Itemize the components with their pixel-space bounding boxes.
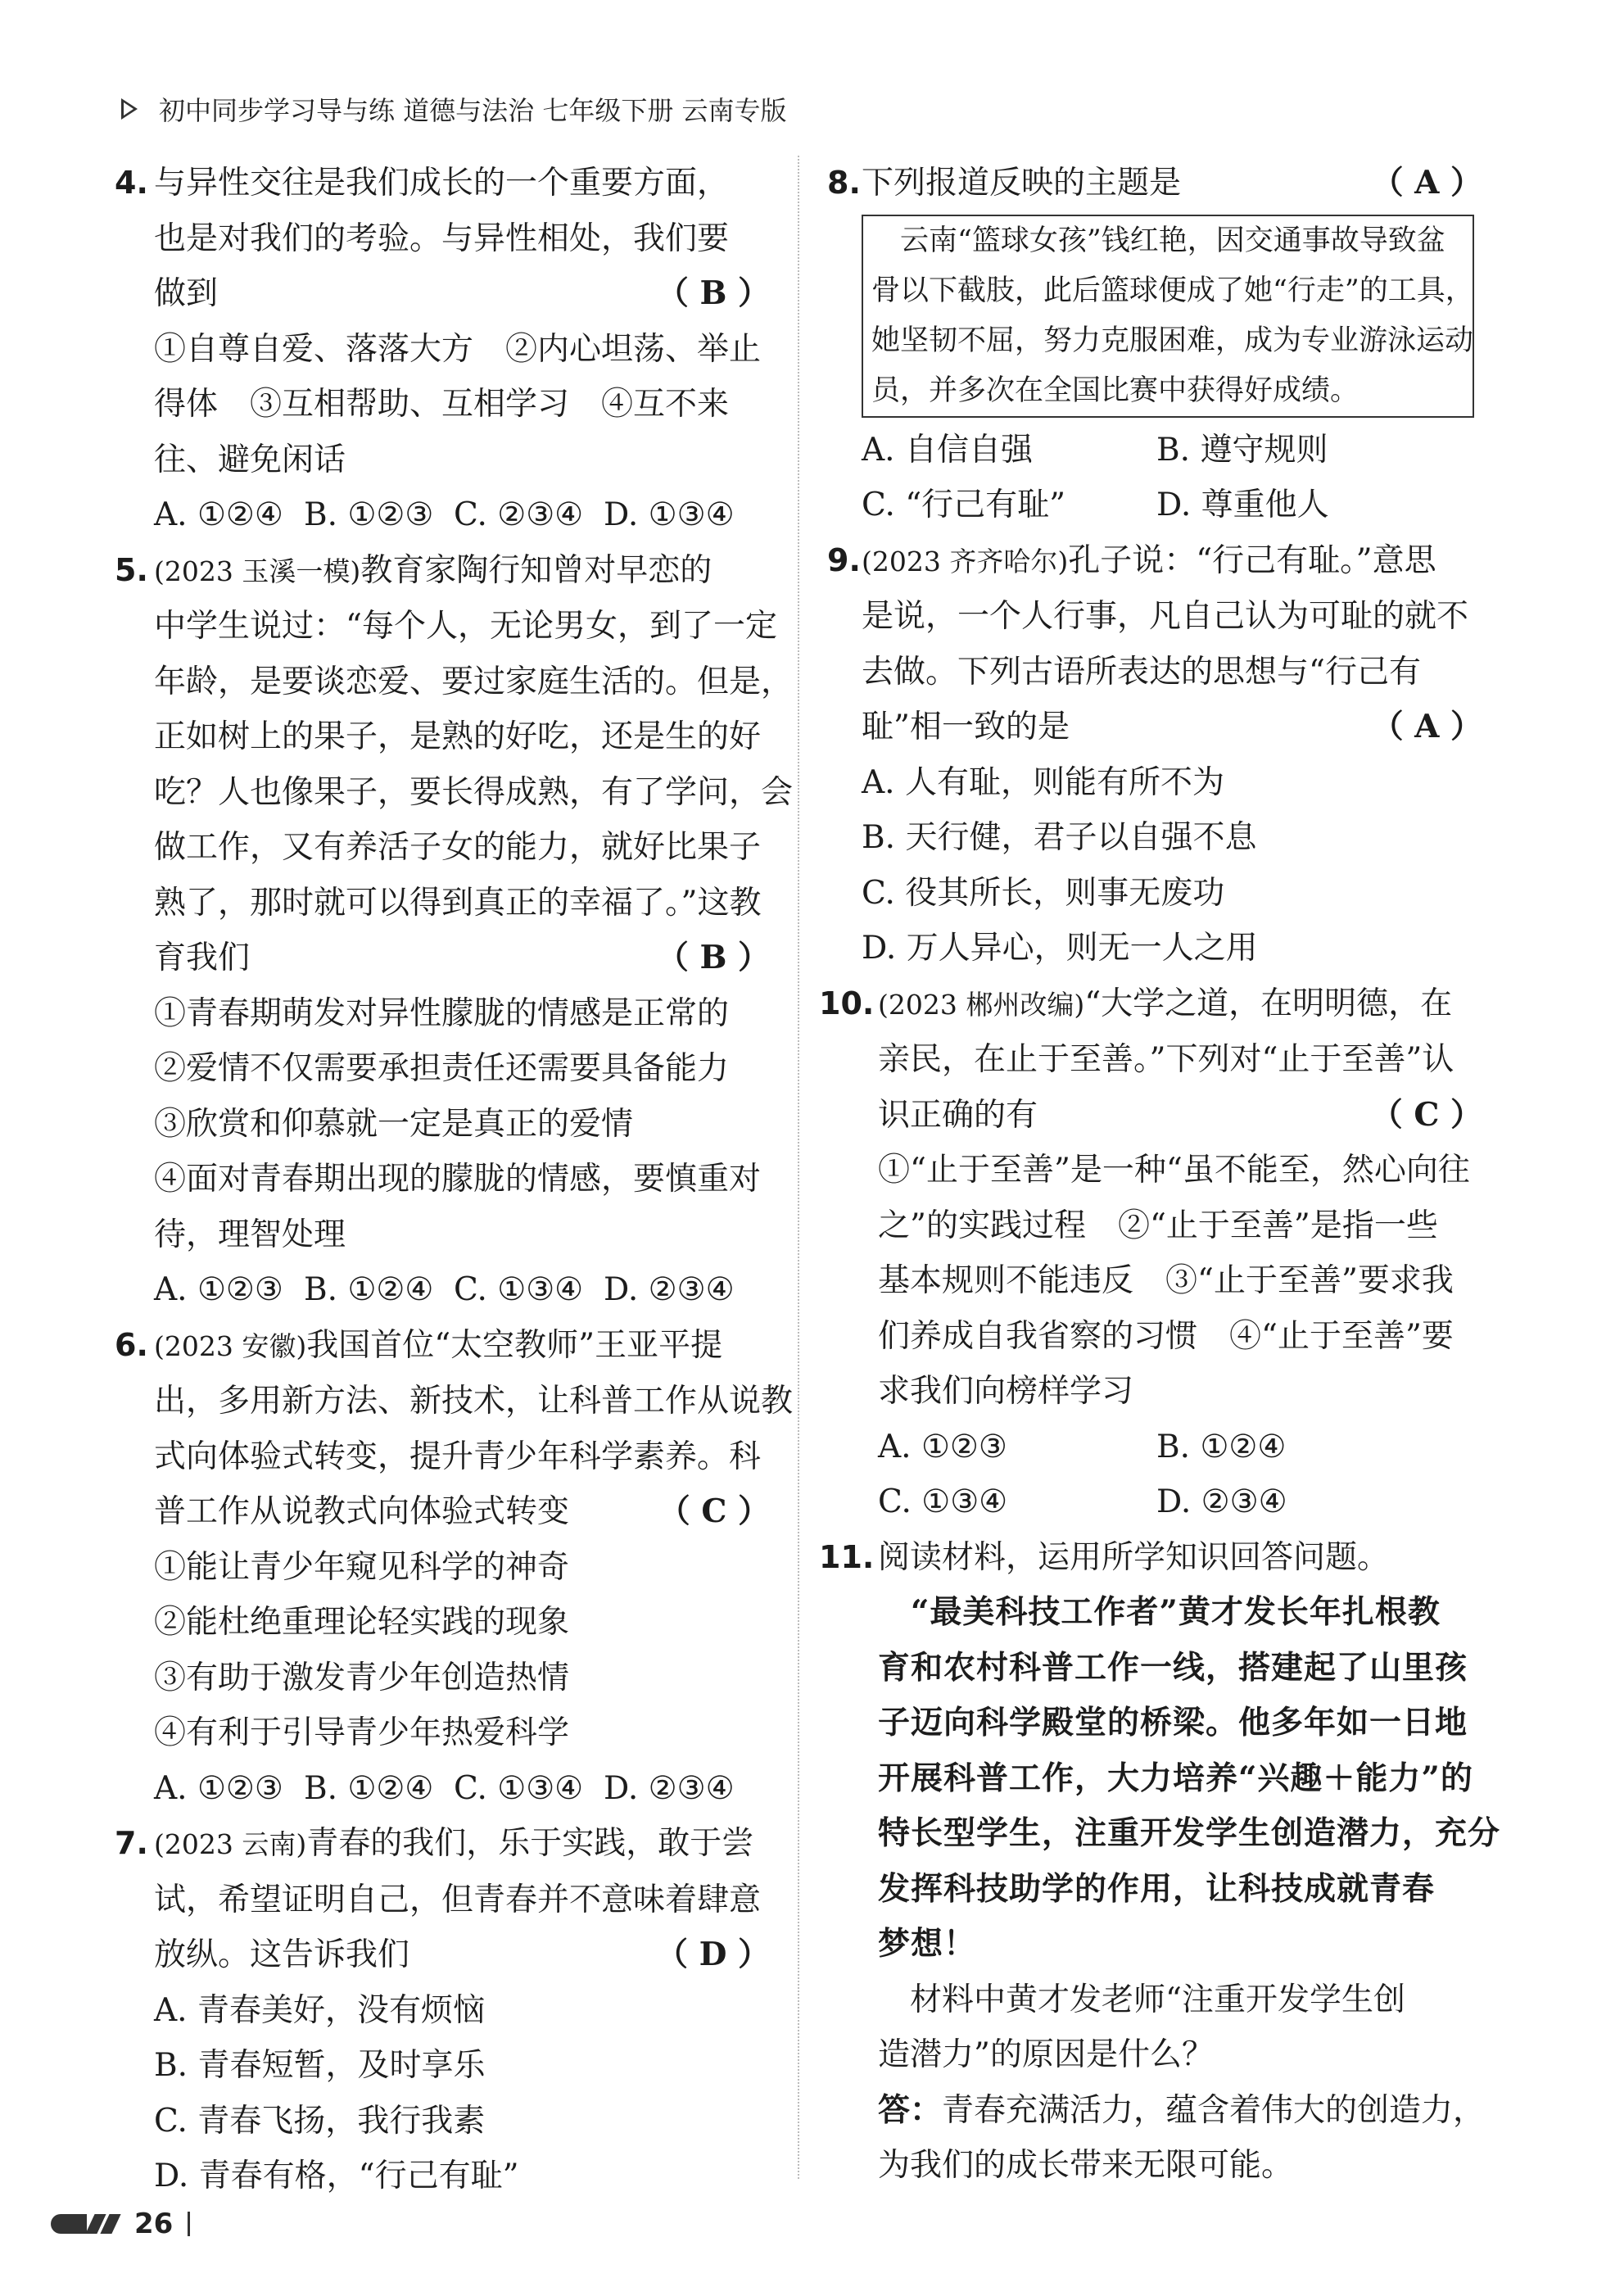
stem-line-with-answer — [154, 1484, 770, 1540]
options-row — [154, 1761, 770, 1817]
question-number: 9. — [827, 541, 861, 578]
running-header — [121, 90, 787, 128]
stem-line: 吃？人也像果子，要长得成熟，有了学问，会 — [154, 773, 794, 811]
option-a: A. 自信自强 — [862, 431, 1033, 469]
stem-text: 下列报道反映的主题是 — [862, 165, 1182, 202]
sub-question-line: 造潜力”的原因是什么？ — [878, 2036, 1214, 2073]
statement-line: ①“止于至善”是一种“虽不能至，然心向往 — [878, 1152, 1470, 1189]
options-row — [862, 423, 1482, 478]
question-11 — [819, 1530, 1501, 2194]
stem-line: 正如树上的果子，是熟的好吃，还是生的好 — [154, 718, 762, 755]
statement-line: 得体 ③互相帮助、互相学习 ④互不来 — [154, 386, 730, 423]
source-tag: (2023 云南) — [154, 1828, 307, 1860]
answer-bracket: （ B ） — [656, 274, 770, 312]
option-a: A. 人有耻，则能有所不为 — [862, 763, 1224, 801]
answer-bracket: （ B ） — [656, 939, 770, 976]
answer-label: 答： — [878, 2090, 943, 2129]
option-b: B. ①②④ — [304, 1271, 434, 1308]
answer-bracket: （ C ） — [658, 1492, 770, 1530]
news-report-box — [862, 215, 1474, 418]
source-tag: (2023 郴州改编) — [878, 988, 1085, 1021]
material-line: 发挥科技助学的作用，让科技成就青春 — [878, 1869, 1436, 1908]
answer-text: 为我们的成长带来无限可能。 — [878, 2147, 1294, 2184]
stem-text: 做到 — [154, 275, 219, 312]
stem-text: 识正确的有 — [878, 1096, 1038, 1134]
option-a: A. 青春美好，没有烦恼 — [154, 1991, 485, 2029]
option-a: A. ①②③ — [154, 1271, 283, 1308]
question-number: 5. — [115, 551, 148, 588]
question-number: 8. — [827, 165, 861, 201]
option-d: D. ②③④ — [604, 1271, 735, 1308]
question-number: 10. — [819, 985, 875, 1021]
stem-line-with-answer — [154, 1927, 770, 1983]
play-triangle-icon — [121, 98, 138, 120]
report-line: 云南“篮球女孩”钱红艳，因交通事故导致盆 — [871, 224, 1445, 257]
statement-line: ③欣赏和仰慕就一定是真正的爱情 — [154, 1105, 634, 1143]
page-bar-divider — [188, 2212, 190, 2236]
statement-line: 往、避免闲话 — [154, 441, 346, 478]
option-b: B. ①②④ — [304, 1769, 434, 1807]
answer-text: 青春充满活力，蕴含着伟大的创造力， — [942, 2091, 1486, 2129]
options-row — [878, 1420, 1482, 1475]
header-text: 初中同步学习导与练 道德与法治 七年级下册 云南专版 — [159, 95, 787, 126]
stem-line: 熟了，那时就可以得到真正的幸福了。”这教 — [154, 884, 762, 922]
statement-line: ①能让青少年窥见科学的神奇 — [154, 1548, 570, 1586]
statement-line: ①青春期萌发对异性朦胧的情感是正常的 — [154, 994, 730, 1032]
statement-line: 们养成自我省察的习惯 ④“止于至善”要 — [878, 1317, 1454, 1355]
stem-text: “大学之道，在明明德，在 — [1084, 985, 1453, 1022]
statement-line: ③有助于激发青少年创造热情 — [154, 1659, 570, 1696]
left-column — [115, 156, 794, 2204]
options-row — [878, 1474, 1482, 1530]
question-4 — [115, 156, 770, 543]
question-9 — [827, 533, 1482, 976]
option-c: C. “行己有耻” — [862, 487, 1066, 523]
source-tag: (2023 齐齐哈尔) — [862, 545, 1069, 577]
statement-line: ④面对青春期出现的朦胧的情感，要慎重对 — [154, 1161, 762, 1198]
stripe-decoration-icon — [51, 2214, 120, 2234]
answer-bracket: （ A ） — [1371, 164, 1482, 202]
report-line: 骨以下截肢，此后篮球便成了她“行走”的工具， — [871, 274, 1474, 307]
statement-line: 待，理智处理 — [154, 1216, 346, 1253]
question-number: 7. — [115, 1825, 148, 1861]
option-c: C. ①③④ — [878, 1483, 1008, 1520]
question-7 — [115, 1816, 770, 2204]
stem-text: 教育家陶行知曾对早恋的 — [360, 551, 713, 589]
stem-line: 式向体验式转变，提升青少年科学素养。科 — [154, 1438, 762, 1475]
stem-line-with-answer — [862, 156, 1482, 211]
report-line: 她坚韧不屈，努力克服困难，成为专业游泳运动 — [871, 324, 1474, 357]
stem-line: 阅读材料，运用所学知识回答问题。 — [878, 1538, 1390, 1576]
stem-line — [154, 543, 770, 600]
option-d: D. ①③④ — [604, 496, 735, 533]
option-a: A. ①②③ — [878, 1428, 1007, 1465]
option-b: B. ①②④ — [1156, 1428, 1287, 1465]
option-b: B. 遵守规则 — [1156, 431, 1328, 469]
material-line: 育和农村科普工作一线，搭建起了山里孩 — [878, 1648, 1468, 1687]
question-6 — [115, 1318, 794, 1817]
option-d: D. ②③④ — [1156, 1483, 1287, 1520]
stem-line — [878, 976, 1482, 1033]
option-c: C. 青春飞扬，我行我素 — [154, 2102, 486, 2140]
statement-line: ①自尊自爱、落落大方 ②内心坦荡、举止 — [154, 330, 762, 368]
statement-line: ②能杜绝重理论轻实践的现象 — [154, 1604, 570, 1641]
option-b: B. 天行健，君子以自强不息 — [862, 819, 1257, 856]
statement-line: ④有利于引导青少年热爱科学 — [154, 1714, 570, 1751]
option-a: A. ①②③ — [154, 1769, 283, 1807]
stem-text: 育我们 — [154, 940, 251, 976]
material-line: 开展科普工作，大力培养“兴趣＋能力”的 — [878, 1759, 1473, 1797]
question-number: 11. — [819, 1538, 875, 1575]
page-number: 26 — [134, 2208, 174, 2240]
answer-line — [878, 2083, 1486, 2139]
option-c: C. ①③④ — [454, 1769, 584, 1807]
stem-line: 出，多用新方法、新技术，让科普工作从说教 — [154, 1383, 794, 1420]
material-passage — [878, 1585, 1501, 1972]
stem-line-with-answer — [878, 1088, 1482, 1143]
stem-line-with-answer — [154, 266, 770, 322]
stem-text: 我国首位“太空教师”王亚平提 — [306, 1326, 723, 1364]
options-row — [154, 487, 770, 543]
question-number: 6. — [115, 1326, 148, 1363]
stem-text: 孔子说：“行己有耻。”意思 — [1068, 541, 1436, 579]
stem-line: 做工作，又有养活子女的能力，就好比果子 — [154, 829, 762, 866]
option-d: D. 万人异心，则无一人之用 — [862, 930, 1258, 967]
statement-line: 求我们向榜样学习 — [878, 1373, 1134, 1410]
option-b: B. ①②③ — [304, 496, 434, 533]
right-column — [819, 156, 1501, 2194]
question-8 — [827, 156, 1482, 533]
option-c: C. ①③④ — [454, 1271, 584, 1308]
report-line: 员，并多次在全国比赛中获得好成绩。 — [871, 374, 1359, 407]
option-c: C. 役其所长，则事无废功 — [862, 874, 1225, 912]
source-tag: (2023 安徽) — [154, 1329, 307, 1362]
stem-line — [862, 533, 1482, 590]
stem-line: 是说，一个人行事，凡自己认为可耻的就不 — [862, 598, 1469, 635]
statement-line: 之”的实践过程 ②“止于至善”是指一些 — [878, 1207, 1438, 1244]
stem-line — [154, 1318, 770, 1374]
column-divider — [798, 156, 799, 2179]
question-5 — [115, 543, 794, 1318]
material-line: 子迈向科学殿堂的桥梁。他多年如一日地 — [878, 1704, 1468, 1741]
material-line: 特长型学生，注重开发学生创造潜力，充分 — [878, 1814, 1501, 1852]
answer-bracket: （ A ） — [1371, 708, 1482, 745]
stem-line-with-answer — [862, 700, 1482, 755]
stem-text: 耻”相一致的是 — [862, 709, 1070, 745]
source-tag: (2023 玉溪一模) — [154, 555, 361, 587]
material-line: 梦想！ — [878, 1925, 977, 1963]
stem-line: 年龄，是要谈恋爱、要过家庭生活的。但是， — [154, 663, 794, 700]
statement-line: ②爱情不仅需要承担责任还需要具备能力 — [154, 1050, 730, 1087]
statement-line: 基本规则不能违反 ③“止于至善”要求我 — [878, 1262, 1454, 1299]
sub-question-line: 材料中黄才发老师“注重开发学生创 — [878, 1981, 1405, 2018]
option-d: D. ②③④ — [604, 1769, 735, 1807]
question-10 — [819, 976, 1482, 1530]
option-d: D. 青春有格，“行己有耻” — [154, 2158, 519, 2194]
option-d: D. 尊重他人 — [1156, 487, 1329, 523]
answer-bracket: （ C ） — [1370, 1095, 1482, 1134]
stem-line: 与异性交往是我们成长的一个重要方面， — [154, 165, 730, 202]
stem-text: 放纵。这告诉我们 — [154, 1936, 410, 1973]
stem-text: 普工作从说教式向体验式转变 — [154, 1493, 570, 1530]
options-row — [862, 478, 1482, 533]
answer-bracket: （ D ） — [656, 1936, 770, 1973]
page-footer — [51, 2208, 190, 2240]
stem-line — [154, 1816, 770, 1873]
stem-line-with-answer — [154, 931, 770, 986]
stem-text: 青春的我们，乐于实践，敢于尝 — [306, 1825, 754, 1862]
option-b: B. 青春短暂，及时享乐 — [154, 2047, 486, 2084]
option-a: A. ①②④ — [154, 496, 283, 533]
stem-line: 试，希望证明自己，但青春并不意味着肆意 — [154, 1881, 762, 1918]
stem-line: 去做。下列古语所表达的思想与“行己有 — [862, 653, 1421, 691]
question-number: 4. — [115, 165, 148, 201]
material-line: “最美科技工作者”黄才发长年扎根教 — [878, 1593, 1441, 1631]
stem-line: 中学生说过：“每个人，无论男女，到了一定 — [154, 608, 777, 645]
options-row — [154, 1262, 770, 1318]
option-c: C. ②③④ — [454, 496, 584, 533]
stem-line: 也是对我们的考验。与异性相处，我们要 — [154, 220, 730, 257]
stem-line: 亲民，在止于至善。”下列对“止于至善”认 — [878, 1041, 1454, 1078]
